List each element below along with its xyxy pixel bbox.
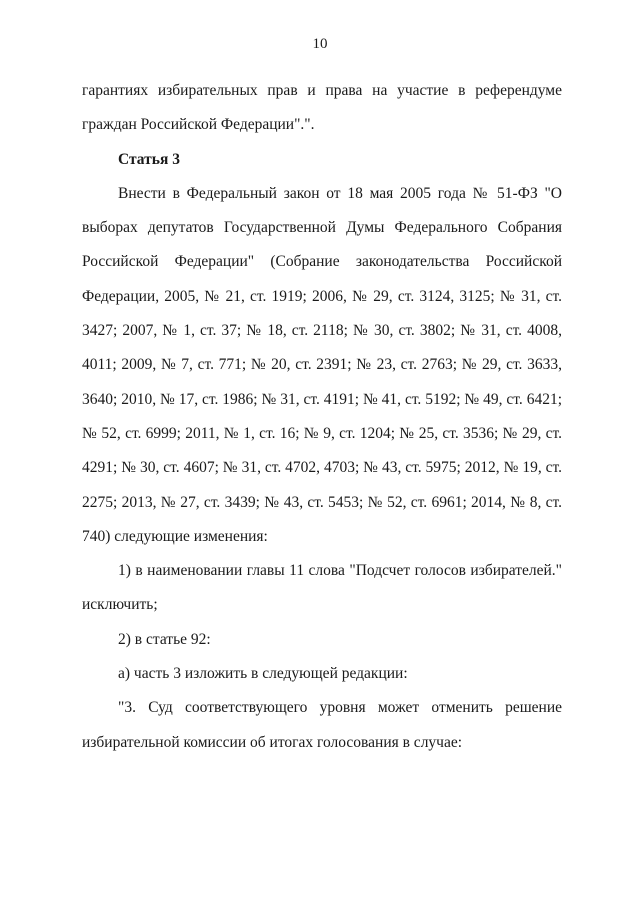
- article-heading: Статья 3: [118, 150, 180, 168]
- quoted-paragraph: "3. Суд соответствующего уровня может отменить решение избирательной комиссии об итогах голосования в случае:: [82, 699, 562, 751]
- continuation-paragraph: гарантиях избирательных прав и права на участие в референдуме граждан Российской Федерации".".: [82, 82, 562, 134]
- page-number: 10: [312, 36, 328, 52]
- article-intro-paragraph: Внести в Федеральный закон от 18 мая 2005 года № 51-ФЗ "О выборах депутатов Государственной Думы Федерального Собрания Российской Федерации" (Собрание законодательства Российской Федерации, 2005, № 21, ст. 1919; 2006, № 29, ст. 3124, 3125; № 31, ст. 3427; 2007, № 1, ст. 37; № 18, ст. 2118; № 30, ст. 3802; № 31, ст. 4008, 4011; 2009, № 7, ст. 771; № 20, ст. 2391; № 23, ст. 2763; № 29, ст. 3633, 3640; 2010, № 17, ст. 1986; № 31, ст. 4191; № 41, ст. 5192; № 49, ст. 6421; № 52, ст. 6999; 2011, № 1, ст. 16; № 9, ст. 1204; № 25, ст. 3536; № 29, ст. 4291; № 30, ст. 4607; № 31, ст. 4702, 4703; № 43, ст. 5975; 2012, № 19, ст. 2275; 2013, № 27, ст. 3439; № 43, ст. 5453; № 52, ст. 6961; 2014, № 8, ст. 740) следующие изменения:: [82, 184, 562, 545]
- document-body: [82, 74, 562, 760]
- list-item-2: 2) в статье 92:: [118, 630, 211, 648]
- list-item-2a: а) часть 3 изложить в следующей редакции:: [118, 665, 408, 683]
- list-item-1: 1) в наименовании главы 11 слова "Подсчет голосов избирателей." исключить;: [82, 562, 562, 614]
